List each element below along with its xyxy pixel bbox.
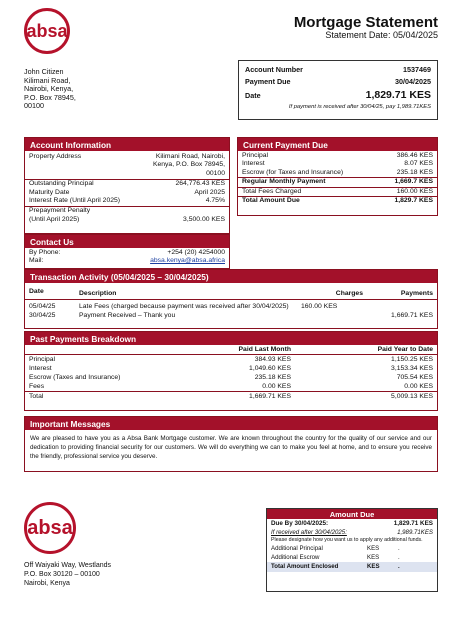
row-last: 0.00 KES — [262, 383, 291, 390]
past-payments-table — [25, 345, 437, 401]
additional-escrow-label: Additional Escrow — [271, 554, 320, 561]
row-date: 05/04/25 — [29, 303, 56, 310]
row-last: 384.93 KES — [254, 356, 291, 363]
account-number-value: 1537469 — [403, 65, 431, 74]
additional-principal-label: Additional Principal — [271, 545, 323, 552]
principal-label: Principal — [242, 152, 269, 159]
regular-payment-label: Regular Monthly Payment — [242, 178, 326, 186]
account-information-panel — [24, 137, 230, 234]
currency-label: KES — [367, 545, 380, 552]
currency-label: KES — [367, 563, 380, 570]
customer-address — [24, 68, 76, 111]
section-header: Past Payments Breakdown — [25, 332, 437, 345]
row-ytd: 0.00 KES — [404, 383, 433, 390]
messages-panel — [24, 416, 438, 472]
penalty-period: (Until April 2025) — [29, 215, 80, 223]
instruction-text: Please designate how you want us to apply any additional funds. — [271, 537, 423, 543]
row-label: Escrow (Taxes and Insurance) — [29, 374, 121, 381]
due-by-label: Due By 30/04/2025: — [271, 520, 329, 527]
escrow-value: 235.18 KES — [396, 168, 433, 176]
escrow-label: Escrow (for Taxes and Insurance) — [242, 168, 344, 176]
late-payment-note: If payment is received after 30/04/25, pay 1,989.71KES — [288, 104, 431, 110]
property-label: Property Address — [29, 153, 82, 160]
col-date: Date — [29, 288, 44, 295]
due-by-value: 1,829.71 KES — [393, 520, 433, 527]
col-payments: Payments — [400, 289, 433, 297]
footer-address — [24, 561, 111, 588]
section-header: Important Messages — [25, 417, 437, 430]
logo-text: absa — [27, 516, 73, 539]
row-charges — [297, 311, 367, 320]
table-total-row — [25, 392, 437, 402]
maturity-label: Maturity Date — [29, 188, 70, 196]
amount-due-value: 1,829.71 KES — [365, 89, 431, 101]
row-payments: 1,669.71 KES — [391, 312, 433, 319]
col-ytd: Paid Year to Date — [377, 346, 433, 353]
contact-panel — [24, 234, 230, 269]
mail-label: Mail: — [29, 257, 44, 265]
address-line: Kilimani Road, — [24, 75, 71, 85]
table-row — [25, 364, 437, 373]
total-enclosed-label: Total Amount Enclosed — [271, 563, 339, 570]
regular-payment-value: 1,669.7 KES — [394, 178, 433, 186]
table-row — [25, 382, 437, 392]
row-date: 30/04/25 — [29, 312, 56, 319]
table-row — [25, 355, 437, 365]
maturity-value: April 2025 — [194, 188, 225, 196]
payment-due-label: Payment Due — [245, 77, 291, 86]
current-payment-panel — [237, 137, 438, 216]
phone-value[interactable]: +254 (20) 4254000 — [167, 249, 225, 256]
row-label: Fees — [29, 383, 45, 390]
absa-logo-footer — [24, 502, 76, 554]
interest-value: 8.07 KES — [404, 160, 433, 168]
total-due-value: 1,829.7 KES — [394, 197, 433, 205]
row-ytd: 1,150.25 KES — [391, 356, 433, 363]
section-header: Transaction Activity (05/04/2025 – 30/04/2025) — [25, 270, 437, 283]
row-payments — [367, 300, 437, 312]
section-header: Account Information — [25, 138, 229, 151]
penalty-value: 3,500.00 KES — [183, 215, 225, 223]
rate-value: 4.75% — [205, 197, 225, 205]
payment-due-value: 30/04/2025 — [395, 77, 431, 86]
interest-label: Interest — [242, 160, 265, 168]
past-payments-panel — [24, 331, 438, 411]
col-charges: Charges — [335, 289, 363, 297]
section-header: Amount Due — [267, 509, 437, 519]
outstanding-label: Outstanding Principal — [29, 180, 94, 188]
row-label: Total — [29, 393, 44, 400]
late-value: 1,989.71KES — [397, 529, 433, 536]
fees-value: 160.00 KES — [396, 187, 433, 195]
phone-label: By Phone: — [29, 249, 61, 256]
statement-date: Statement Date: 05/04/2025 — [325, 30, 438, 40]
account-number-label: Account Number — [245, 65, 303, 74]
footer-line: Nairobi, Kenya — [24, 580, 70, 587]
transaction-panel — [24, 269, 438, 329]
property-line: Kenya, P.O. Box 78945, — [152, 161, 225, 169]
col-last-month: Paid Last Month — [238, 346, 291, 353]
message-body: We are pleased to have you as a Absa Bank Mortgage customer. We are known throughout the country for the quality of our service and our dedication to providing financial security for our customers. We will do everything we can to make you feel at home, and to ensure you receive the friendly, professional service you deserve. — [30, 435, 432, 460]
transaction-table — [25, 287, 437, 320]
address-line: P.O. Box 78945, — [24, 92, 76, 102]
row-description: Late Fees (charged because payment was received after 30/04/2025) — [79, 303, 289, 310]
late-label: If received after 30/04/2025: — [271, 529, 347, 536]
row-ytd: 3,153.34 KES — [391, 365, 433, 372]
table-row — [25, 373, 437, 382]
principal-value: 386.46 KES — [396, 152, 433, 159]
currency-label: KES — [367, 554, 380, 561]
table-header-row — [25, 345, 437, 355]
footer-line: Off Waiyaki Way, Westlands — [24, 562, 112, 569]
page-title: Mortgage Statement — [293, 14, 438, 31]
section-header: Contact Us — [25, 235, 229, 248]
absa-logo — [24, 8, 70, 54]
address-line: 00100 — [24, 101, 44, 110]
outstanding-value: 264,776.43 KES — [175, 180, 225, 188]
logo-text: absa — [26, 20, 68, 41]
row-last: 1,669.71 KES — [249, 393, 291, 400]
table-row — [25, 311, 437, 320]
section-header: Current Payment Due — [238, 138, 437, 151]
customer-name: John Citizen — [24, 67, 64, 76]
email-link[interactable]: absa.kenya@absa.africa — [150, 257, 225, 265]
address-line: Nairobi, Kenya, — [24, 84, 74, 93]
table-row — [25, 300, 437, 312]
penalty-label: Prepayment Penalty — [29, 207, 91, 215]
additional-principal-input[interactable]: . — [398, 545, 400, 552]
rate-label: Interest Rate (Until April 2025) — [29, 197, 121, 205]
row-last: 235.18 KES — [254, 374, 291, 381]
amount-due-panel — [266, 508, 438, 592]
total-enclosed-input[interactable]: . — [398, 563, 400, 570]
fees-label: Total Fees Charged — [242, 187, 302, 195]
date-label: Date — [245, 90, 261, 100]
row-description: Payment Received – Thank you — [79, 312, 176, 319]
row-label: Interest — [29, 365, 52, 372]
additional-escrow-input[interactable]: . — [398, 554, 400, 561]
property-line: Kilimani Road, Nairobi, — [155, 153, 225, 160]
footer-line: P.O. Box 30120 – 00100 — [24, 571, 100, 578]
col-description: Description — [79, 289, 117, 297]
total-due-label: Total Amount Due — [242, 197, 300, 205]
row-label: Principal — [29, 356, 56, 363]
row-ytd: 5,009.13 KES — [391, 393, 433, 400]
row-ytd: 705.54 KES — [396, 374, 433, 381]
table-header-row — [25, 287, 437, 300]
row-last: 1,049.60 KES — [249, 365, 291, 372]
property-value — [153, 153, 225, 178]
account-summary-box — [238, 60, 438, 120]
property-line: 00100 — [206, 169, 225, 177]
row-charges: 160.00 KES — [301, 303, 338, 310]
